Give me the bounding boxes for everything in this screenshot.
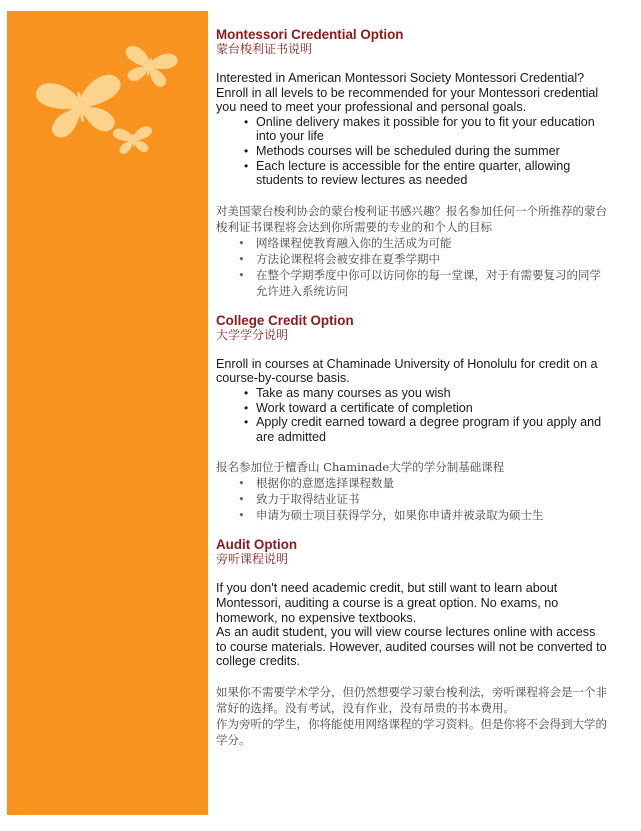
- list-item: • 根据你的意愿选择课程数量: [238, 475, 608, 491]
- list-item: • Each lecture is accessible for the entire quarter, allowing students to review lectures as needed: [244, 159, 608, 188]
- list-item: • 致力于取得结业证书: [238, 491, 608, 507]
- butterfly-icon: [35, 73, 127, 140]
- section-college-credit: [216, 313, 608, 524]
- section-title: Audit Option: [216, 537, 298, 553]
- main-content: [216, 27, 608, 748]
- section-montessori-credential: [216, 27, 608, 299]
- intro-en: Interested in American Montessori Society Montessori Credential? Enroll in all levels to be recommended for your Montessori credential you need to meet your professional and personal goals.: [216, 71, 599, 115]
- list-item: • 网络课程使教育融入你的生活成为可能: [238, 235, 608, 251]
- paragraph-en: If you don't need academic credit, but still want to learn about Montessori, auditing a course is a great option. No exams, no homework, no expensive textbooks.: [216, 581, 559, 625]
- butterfly-decoration: [7, 11, 208, 815]
- paragraph-zh: 如果你不需要学术学分，但仍然想要学习蒙台梭利法，旁听课程将会是一个非常好的选择。没有考试，没有作业，没有昂贵的书本费用。: [216, 684, 607, 715]
- paragraph-en: As an audit student, you will view course lectures online with access to course materials. However, audited courses will not be converted to college credits.: [216, 625, 607, 669]
- section-title-zh: 旁听课程说明: [216, 552, 289, 567]
- list-item: • Apply credit earned toward a degree program if you apply and are admitted: [244, 415, 608, 444]
- intro-zh: 对美国蒙台梭利协会的蒙台梭利证书感兴趣？报名参加任何一个所推荐的蒙台梭利证书课程将会达到你所需要的专业的和个人的目标: [216, 203, 607, 234]
- intro-zh: 报名参加位于檀香山 Chaminade大学的学分制基础课程: [216, 460, 505, 475]
- list-item: • 申请为硕士项目获得学分，如果你申请并被录取为硕士生: [238, 507, 608, 523]
- bullet-list-en: [216, 115, 608, 188]
- bullet-list-zh: [216, 235, 608, 299]
- list-item: • Online delivery makes it possible for you to fit your education into your life: [244, 115, 608, 144]
- list-item: • Methods courses will be scheduled during the summer: [244, 144, 608, 159]
- list-item: • 在整个学期季度中你可以访问你的每一堂课，对于有需要复习的同学允许进入系统访问: [238, 267, 608, 299]
- section-title: Montessori Credential Option: [216, 27, 404, 42]
- list-item: • 方法论课程将会被安排在夏季学期中: [238, 251, 608, 267]
- intro-en: Enroll in courses at Chaminade University of Honolulu for credit on a course-by-course basis.: [216, 356, 598, 386]
- paragraph-zh: 作为旁听的学生，你将能使用网络课程的学习资料。但是你将不会得到大学的学分。: [216, 716, 607, 747]
- section-title-zh: 蒙台梭利证书说明: [216, 42, 313, 56]
- bullet-list-en: [216, 386, 608, 444]
- section-title: College Credit Option: [216, 312, 354, 328]
- list-item: • Work toward a certificate of completion: [244, 401, 608, 416]
- butterfly-icon: [120, 45, 179, 90]
- section-audit: [216, 537, 608, 748]
- bullet-list-zh: [216, 475, 608, 523]
- list-item: • Take as many courses as you wish: [244, 386, 608, 401]
- section-title-zh: 大学学分说明: [216, 327, 289, 342]
- orange-sidebar: [7, 11, 208, 815]
- butterfly-icon: [113, 126, 154, 155]
